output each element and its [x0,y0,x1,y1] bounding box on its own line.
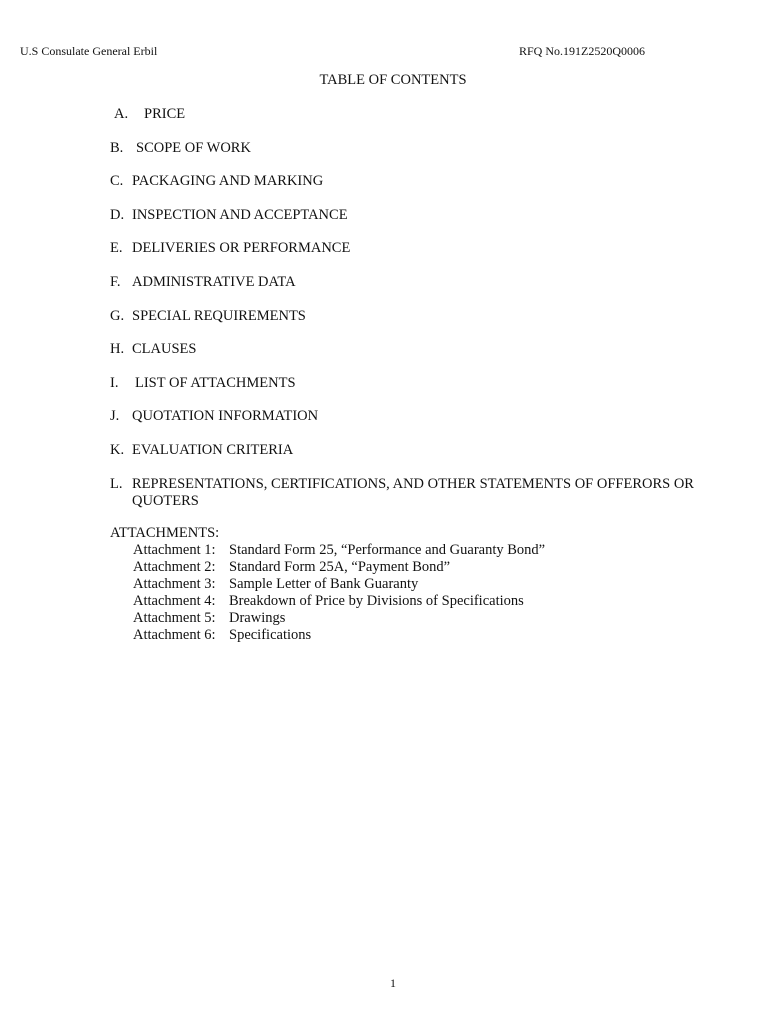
attachment-label: Attachment 1: [133,542,216,558]
toc-item-letter: I. [110,374,119,391]
toc-item-deliveries-or-performance [110,240,760,274]
toc-item-administrative-data [110,274,760,308]
toc-item-text: PRICE [144,106,186,122]
attachment-row [110,593,545,610]
toc-item-price [110,106,760,140]
attachment-row [110,627,545,644]
toc-item-text: SPECIAL REQUIREMENTS [132,307,306,324]
toc-item-letter: E. [110,240,123,257]
page-title: TABLE OF CONTENTS [319,72,467,88]
attachment-label: Attachment 5: [133,610,216,626]
header-organization: U.S Consulate General Erbil [20,44,158,58]
toc-item-list-of-attachments [110,375,760,409]
attachment-row [110,610,545,627]
attachment-label: Attachment 6: [133,627,216,643]
toc-item-letter: F. [110,273,121,290]
header-rfq-number: RFQ No.191Z2520Q0006 [519,44,646,58]
attachment-text: Standard Form 25, “Performance and Guaranty Bond” [229,542,546,558]
toc-item-letter: L. [110,475,123,492]
toc-item-scope-of-work [110,140,760,174]
toc-item-text: ADMINISTRATIVE DATA [132,273,296,290]
attachment-row [110,559,545,576]
toc-item-text: LIST OF ATTACHMENTS [135,374,296,391]
toc-item-special-requirements [110,308,760,342]
attachment-label: Attachment 4: [133,593,216,609]
toc-item-letter: J. [110,408,120,425]
toc-item-clauses [110,341,760,375]
attachment-label: Attachment 3: [133,576,216,592]
toc-item-packaging-and-marking [110,173,760,207]
toc-item-inspection-and-acceptance [110,207,760,241]
toc-item-letter: K. [110,441,125,458]
toc-item-representations-certifications [110,476,760,510]
toc-item-text: QUOTATION INFORMATION [132,408,319,425]
toc-item-letter: A. [114,106,129,122]
toc-item-letter: D. [110,206,125,223]
page-number: 1 [390,976,396,990]
attachment-row [110,576,545,593]
attachments-heading: ATTACHMENTS: [110,525,220,541]
toc-item-text: CLAUSES [132,341,197,358]
attachment-text: Sample Letter of Bank Guaranty [229,576,419,592]
toc-item-text: INSPECTION AND ACCEPTANCE [132,206,348,223]
attachment-text: Standard Form 25A, “Payment Bond” [229,559,451,575]
toc-item-text: EVALUATION CRITERIA [132,441,294,458]
toc-item-text: REPRESENTATIONS, CERTIFICATIONS, AND OTHER STATEMENTS OF OFFERORS OR QUOTERS [132,475,694,509]
attachment-text: Drawings [229,610,286,626]
attachment-text: Breakdown of Price by Divisions of Specifications [229,593,524,609]
toc-item-letter: C. [110,173,124,190]
toc-list [110,106,760,510]
toc-item-letter: H. [110,341,125,358]
toc-item-letter: B. [110,139,124,156]
toc-item-text: PACKAGING AND MARKING [132,173,324,190]
attachment-label: Attachment 2: [133,559,216,575]
toc-item-text: DELIVERIES OR PERFORMANCE [132,240,351,257]
toc-item-quotation-information [110,408,760,442]
toc-item-text: SCOPE OF WORK [136,139,251,156]
attachments-section [110,525,545,644]
toc-item-evaluation-criteria [110,442,760,476]
attachment-row [110,542,545,559]
attachment-text: Specifications [229,627,312,643]
toc-item-letter: G. [110,307,125,324]
